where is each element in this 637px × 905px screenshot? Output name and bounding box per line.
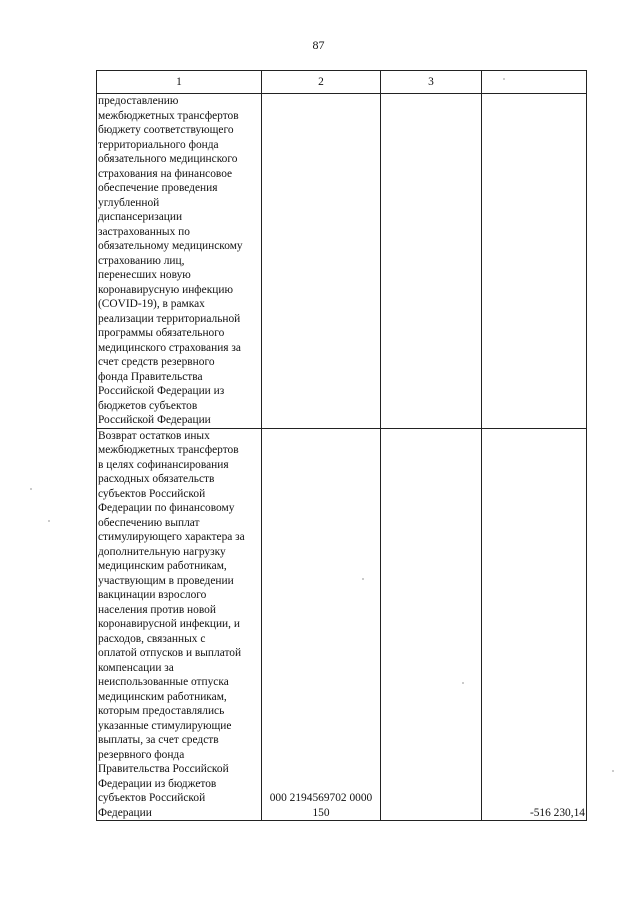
column-header-3: 3 bbox=[381, 71, 482, 94]
table-row bbox=[97, 428, 587, 821]
scan-speck bbox=[30, 488, 32, 490]
page-number: 87 bbox=[312, 38, 325, 52]
scan-speck bbox=[48, 520, 50, 522]
scan-speck bbox=[503, 78, 505, 80]
column-header-1: 1 bbox=[97, 71, 262, 94]
column-header-4 bbox=[482, 71, 587, 94]
budget-table bbox=[96, 70, 587, 821]
table-header-row bbox=[97, 71, 587, 94]
row-col3 bbox=[381, 94, 482, 429]
row-amount bbox=[482, 94, 587, 429]
table-row bbox=[97, 94, 587, 429]
row-description: предоставлению межбюджетных трансфертов бюджету соответствующего территориального фонда обязательного медицинского страхования на финансовое обеспечение проведения углубленной диспансеризации застрахованных по обязательному медицинскому страхованию лиц, перенесших новую коронавирусную инфекцию (COVID-19), в рамках реализации территориальной программы обязательного медицинского страхования за счет средств резервного фонда Правительства Российской Федерации из бюджетов субъектов Российской Федерации bbox=[97, 94, 262, 429]
row-code bbox=[262, 94, 381, 429]
row-code: 000 2194569702 0000 150 bbox=[262, 428, 381, 821]
scan-speck bbox=[462, 682, 464, 684]
column-header-2: 2 bbox=[262, 71, 381, 94]
row-description: Возврат остатков иных межбюджетных трансфертов в целях софинансирования расходных обязательств субъектов Российской Федерации по финансовому обеспечению выплат стимулирующего характера за дополнительную нагрузку медицинским работникам, участвующим в проведении вакцинации взрослого населения против новой коронавирусной инфекции, и расходов, связанных с оплатой отпусков и выплатой компенсации за неиспользованные отпуска медицинским работникам, которым предоставлялись указанные стимулирующие выплаты, за счет средств резервного фонда Правительства Российской Федерации из бюджетов субъектов Российской Федерации bbox=[97, 428, 262, 821]
scan-speck bbox=[362, 578, 364, 580]
scan-speck bbox=[612, 770, 614, 772]
row-amount: -516 230,14 bbox=[482, 428, 587, 821]
row-col3 bbox=[381, 428, 482, 821]
